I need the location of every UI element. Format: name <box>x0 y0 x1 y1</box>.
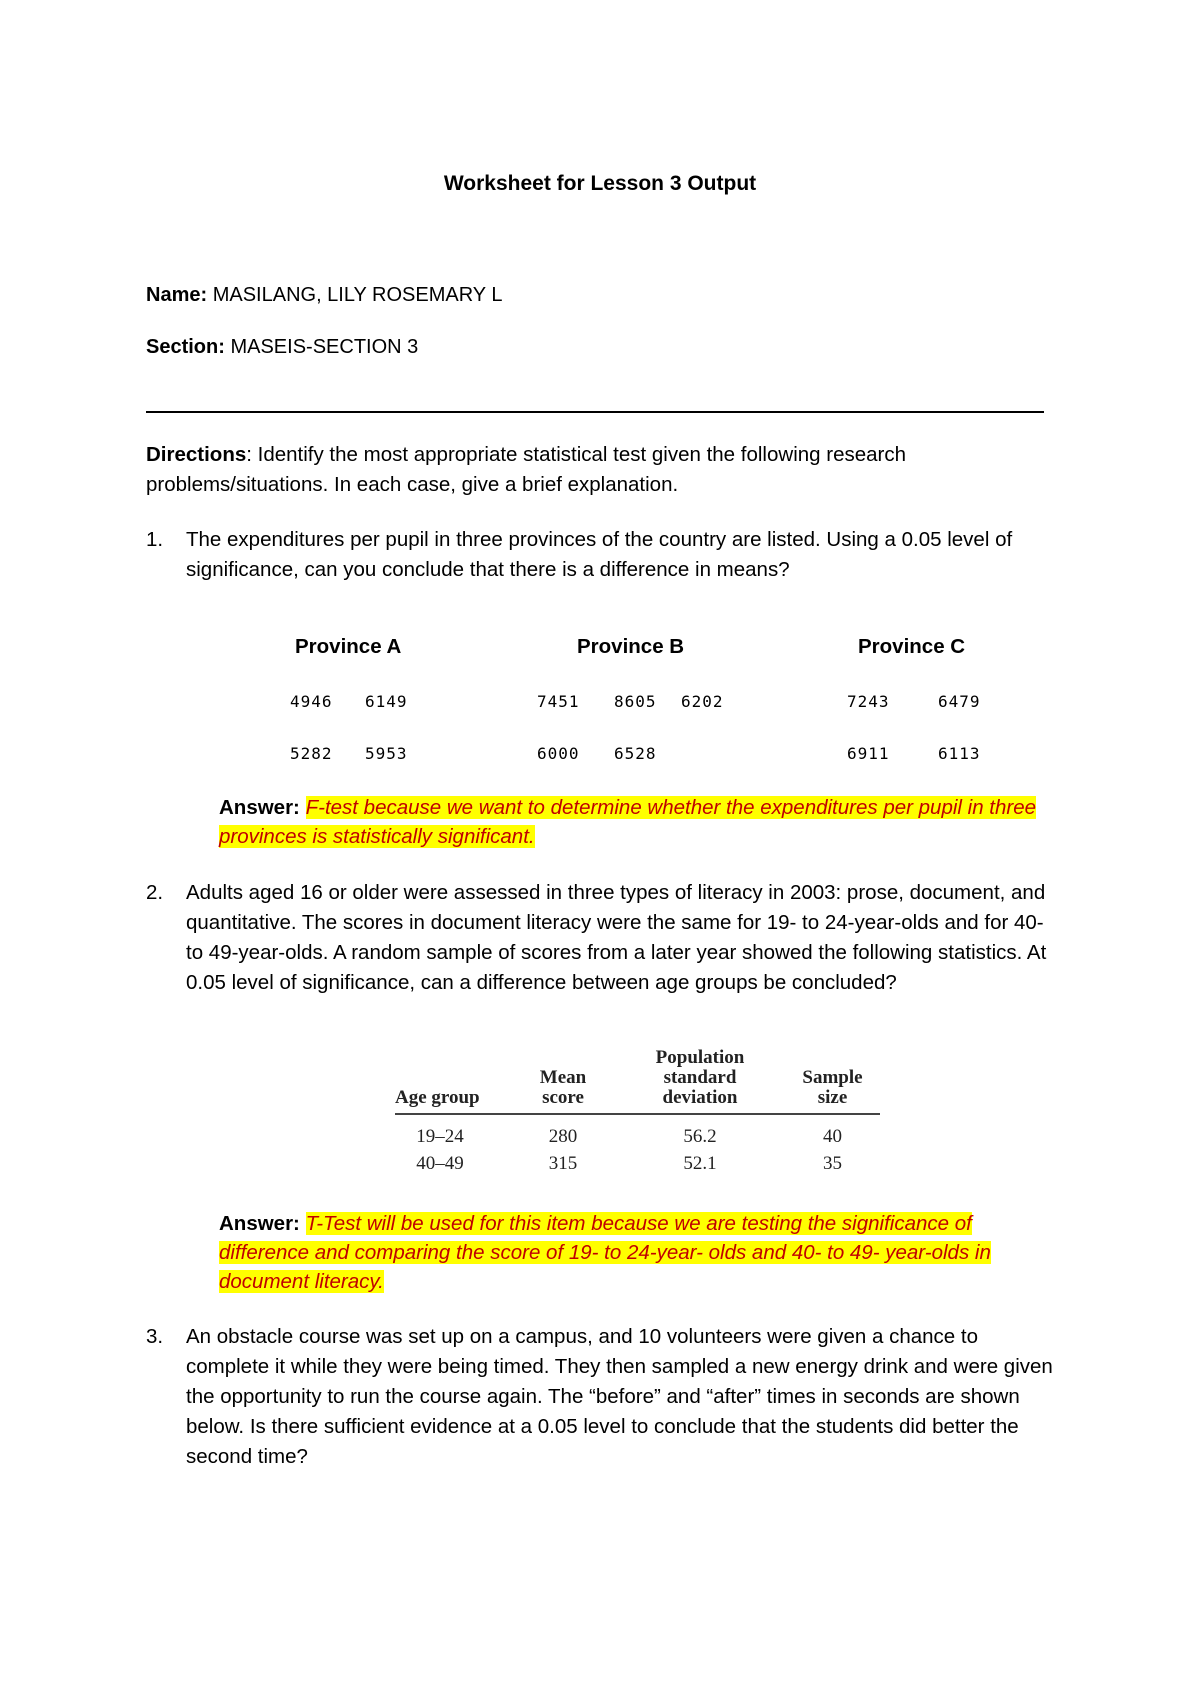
header-pop-line1: Population <box>655 1047 745 1068</box>
header-age-group: Age group <box>395 1087 480 1108</box>
province-b-value: 6000 <box>537 744 580 763</box>
name-field <box>146 284 502 307</box>
question-2 <box>146 878 1066 998</box>
question-1-number: 1. <box>146 528 164 551</box>
row2-age: 40–49 <box>416 1153 464 1174</box>
row1-age: 19–24 <box>416 1126 464 1147</box>
question-3-number: 3. <box>146 1325 164 1348</box>
province-c-value: 6911 <box>847 744 890 763</box>
province-b-value: 8605 <box>614 692 657 711</box>
row2-sd: 52.1 <box>683 1153 717 1174</box>
page-title: Worksheet for Lesson 3 Output <box>443 172 757 195</box>
row1-n: 40 <box>823 1126 842 1147</box>
header-size-line1: Sample <box>802 1067 863 1088</box>
question-2-number: 2. <box>146 881 164 904</box>
directions-text: : Identify the most appropriate statistical test given the following research problems/situations. In each case, give a brief explanation. <box>146 443 907 496</box>
question-3 <box>146 1322 1066 1472</box>
province-a-value: 4946 <box>290 692 333 711</box>
table-rule <box>395 1113 880 1115</box>
province-a-heading: Province A <box>295 635 402 658</box>
province-c-value: 6479 <box>938 692 981 711</box>
province-c-value: 7243 <box>847 692 890 711</box>
province-b-value: 7451 <box>537 692 580 711</box>
stats-table <box>395 1047 880 1180</box>
province-b-value: 6202 <box>681 692 724 711</box>
answer-1-label: Answer: <box>219 796 300 819</box>
header-pop-line3: deviation <box>662 1087 738 1108</box>
province-a-value: 6149 <box>365 692 408 711</box>
header-pop-line2: standard <box>663 1067 737 1088</box>
question-1 <box>146 525 1066 585</box>
header-mean-line2: score <box>542 1087 584 1108</box>
row1-sd: 56.2 <box>683 1126 717 1147</box>
directions <box>146 440 1046 500</box>
row2-mean: 315 <box>548 1153 578 1174</box>
row2-n: 35 <box>823 1153 842 1174</box>
name-value: MASILANG, LILY ROSEMARY L <box>212 284 503 306</box>
header-size-line2: size <box>817 1087 848 1108</box>
answer-1 <box>219 793 1064 851</box>
directions-label: Directions <box>146 443 247 466</box>
answer-1-text: F-test because we want to determine whether the expenditures per pupil in three provinces is statistically significant. <box>219 796 1037 848</box>
question-2-text: Adults aged 16 or older were assessed in three types of literacy in 2003: prose, document, and quantitative. The scores in document literacy were the same for 19- to 24-year-olds and for 40- to 49-year-olds. A random sample of scores from a later year showed the following statistics. At 0.05 level of significance, can a difference between age groups be concluded? <box>186 881 1047 994</box>
row1-mean: 280 <box>548 1126 578 1147</box>
province-a-value: 5282 <box>290 744 333 763</box>
question-1-text: The expenditures per pupil in three provinces of the country are listed. Using a 0.05 level of significance, can you conclude that there is a difference in means? <box>186 528 1013 581</box>
header-mean-line1: Mean <box>539 1067 587 1088</box>
section-label: Section: <box>146 336 225 358</box>
answer-2-label: Answer: <box>219 1212 300 1235</box>
divider <box>146 411 1044 413</box>
province-b-heading: Province B <box>577 635 685 658</box>
province-b-value: 6528 <box>614 744 657 763</box>
answer-2 <box>219 1209 1064 1296</box>
answer-2-text: T-Test will be used for this item because we are testing the significance of difference and comparing the score of 19- to 24-year- olds and 40- to 49- year-olds in document literacy. <box>219 1212 991 1293</box>
name-label: Name: <box>146 284 208 306</box>
province-c-heading: Province C <box>858 635 966 658</box>
section-field <box>146 336 418 359</box>
section-value: MASEIS-SECTION 3 <box>230 336 419 358</box>
province-c-value: 6113 <box>938 744 981 763</box>
question-3-text: An obstacle course was set up on a campus, and 10 volunteers were given a chance to complete it while they were being timed. They then sampled a new energy drink and were given the opportunity to run the course again. The “before” and “after” times in seconds are shown below. Is there sufficient evidence at a 0.05 level to conclude that the students did better the second time? <box>186 1325 1053 1468</box>
province-a-value: 5953 <box>365 744 408 763</box>
